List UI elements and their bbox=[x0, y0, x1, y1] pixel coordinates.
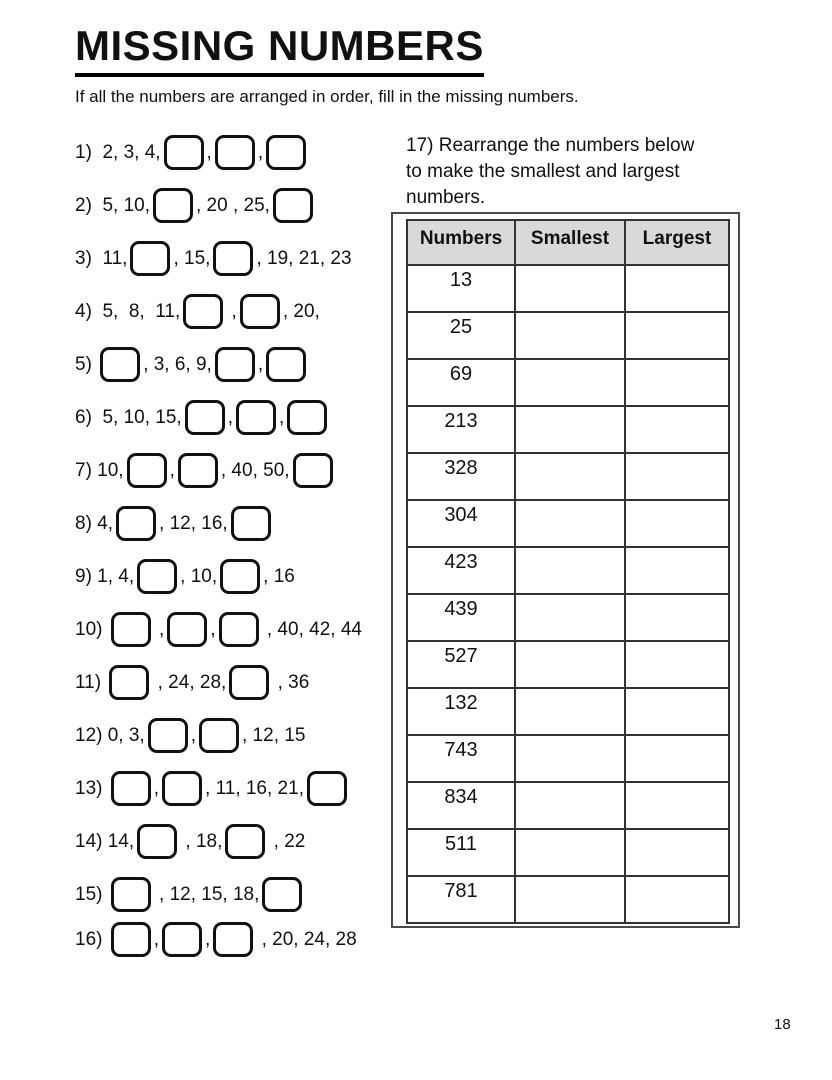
sequence-text: , 15, bbox=[173, 247, 211, 269]
worksheet-instruction: If all the numbers are arranged in order, fill in the missing numbers. bbox=[75, 87, 579, 106]
sequence-text: 9) 1, 4, bbox=[75, 565, 135, 587]
sequence-item-9 bbox=[75, 550, 415, 603]
sequence-text: , 20, bbox=[282, 300, 320, 322]
smallest-cell[interactable] bbox=[515, 876, 625, 923]
instruction-line: to make the smallest and largest bbox=[406, 161, 680, 182]
answer-box[interactable] bbox=[130, 241, 170, 276]
smallest-cell[interactable] bbox=[515, 641, 625, 688]
sequence-text: , bbox=[153, 618, 165, 640]
answer-box[interactable] bbox=[262, 877, 302, 912]
answer-box[interactable] bbox=[162, 922, 202, 957]
answer-box[interactable] bbox=[231, 506, 271, 541]
sequence-text: , 20 , 25, bbox=[196, 194, 270, 216]
answer-box[interactable] bbox=[167, 612, 207, 647]
smallest-cell[interactable] bbox=[515, 829, 625, 876]
answer-box[interactable] bbox=[287, 400, 327, 435]
rearrange-table bbox=[406, 219, 730, 924]
answer-box[interactable] bbox=[137, 559, 177, 594]
smallest-cell[interactable] bbox=[515, 688, 625, 735]
answer-box[interactable] bbox=[178, 453, 218, 488]
table-row bbox=[407, 594, 729, 641]
table-row bbox=[407, 406, 729, 453]
smallest-cell[interactable] bbox=[515, 547, 625, 594]
sequence-text: , bbox=[153, 777, 160, 799]
numbers-cell: 439 bbox=[407, 594, 515, 641]
sequence-text: 10) bbox=[75, 618, 108, 640]
sequence-text: 8) 4, bbox=[75, 512, 114, 534]
answer-box[interactable] bbox=[100, 347, 140, 382]
sequence-text: 11) bbox=[75, 671, 107, 693]
numbers-cell: 304 bbox=[407, 500, 515, 547]
numbers-cell: 69 bbox=[407, 359, 515, 406]
largest-cell[interactable] bbox=[625, 359, 729, 406]
sequence-item-5 bbox=[75, 338, 415, 391]
answer-box[interactable] bbox=[273, 188, 313, 223]
largest-cell[interactable] bbox=[625, 782, 729, 829]
answer-box[interactable] bbox=[236, 400, 276, 435]
answer-box[interactable] bbox=[153, 188, 193, 223]
question-17-instruction bbox=[406, 133, 736, 211]
table-row bbox=[407, 312, 729, 359]
answer-box[interactable] bbox=[266, 135, 306, 170]
sequence-text: 16) bbox=[75, 928, 108, 950]
sequence-text: , 18, bbox=[180, 830, 223, 852]
instruction-line: 17) Rearrange the numbers below bbox=[406, 135, 695, 156]
sequence-item-11 bbox=[75, 656, 415, 709]
sequence-text: , 19, 21, 23 bbox=[256, 247, 352, 269]
answer-box[interactable] bbox=[199, 718, 239, 753]
numbers-cell: 132 bbox=[407, 688, 515, 735]
numbers-cell: 25 bbox=[407, 312, 515, 359]
sequence-item-13 bbox=[75, 762, 415, 815]
answer-box[interactable] bbox=[148, 718, 188, 753]
largest-cell[interactable] bbox=[625, 876, 729, 923]
numbers-cell: 511 bbox=[407, 829, 515, 876]
column-header-smallest: Smallest bbox=[515, 220, 625, 265]
answer-box[interactable] bbox=[266, 347, 306, 382]
answer-box[interactable] bbox=[164, 135, 204, 170]
smallest-cell[interactable] bbox=[515, 453, 625, 500]
sequence-item-16 bbox=[75, 913, 415, 966]
sequence-text: 13) bbox=[75, 777, 108, 799]
largest-cell[interactable] bbox=[625, 500, 729, 547]
smallest-cell[interactable] bbox=[515, 735, 625, 782]
smallest-cell[interactable] bbox=[515, 500, 625, 547]
largest-cell[interactable] bbox=[625, 688, 729, 735]
sequence-text: , 20, 24, 28 bbox=[256, 928, 357, 950]
numbers-cell: 781 bbox=[407, 876, 515, 923]
sequence-item-7 bbox=[75, 444, 415, 497]
answer-box[interactable] bbox=[127, 453, 167, 488]
sequence-text: , bbox=[257, 141, 264, 163]
sequence-text: , bbox=[257, 353, 264, 375]
numbers-cell: 13 bbox=[407, 265, 515, 312]
sequence-text: 14) 14, bbox=[75, 830, 135, 852]
smallest-cell[interactable] bbox=[515, 265, 625, 312]
sequence-text: , 12, 15, 18, bbox=[153, 883, 260, 905]
answer-box[interactable] bbox=[307, 771, 347, 806]
sequence-text: , 16 bbox=[263, 565, 295, 587]
sequence-text: 6) 5, 10, 15, bbox=[75, 406, 182, 428]
table-row bbox=[407, 688, 729, 735]
smallest-cell[interactable] bbox=[515, 359, 625, 406]
sequence-list bbox=[75, 126, 415, 966]
answer-box[interactable] bbox=[137, 824, 177, 859]
numbers-cell: 328 bbox=[407, 453, 515, 500]
answer-box[interactable] bbox=[111, 771, 151, 806]
largest-cell[interactable] bbox=[625, 735, 729, 782]
sequence-text: 7) 10, bbox=[75, 459, 124, 481]
sequence-text: , 22 bbox=[268, 830, 306, 852]
column-header-numbers: Numbers bbox=[407, 220, 515, 265]
largest-cell[interactable] bbox=[625, 829, 729, 876]
numbers-cell: 423 bbox=[407, 547, 515, 594]
largest-cell[interactable] bbox=[625, 547, 729, 594]
table-body bbox=[407, 265, 729, 923]
answer-box[interactable] bbox=[219, 612, 259, 647]
sequence-item-2 bbox=[75, 179, 415, 232]
smallest-cell[interactable] bbox=[515, 782, 625, 829]
sequence-text: , 11, 16, 21, bbox=[205, 777, 304, 799]
sequence-text: , 10, bbox=[180, 565, 218, 587]
sequence-text: , 36 bbox=[272, 671, 310, 693]
sequence-item-8 bbox=[75, 497, 415, 550]
answer-box[interactable] bbox=[183, 294, 223, 329]
answer-box[interactable] bbox=[225, 824, 265, 859]
sequence-text: 15) bbox=[75, 883, 108, 905]
sequence-text: , 12, 16, bbox=[159, 512, 228, 534]
sequence-text: , 12, 15 bbox=[242, 724, 306, 746]
answer-box[interactable] bbox=[215, 347, 255, 382]
table-row bbox=[407, 735, 729, 782]
sequence-text: 1) 2, 3, 4, bbox=[75, 141, 161, 163]
answer-box[interactable] bbox=[293, 453, 333, 488]
largest-cell[interactable] bbox=[625, 594, 729, 641]
answer-box[interactable] bbox=[220, 559, 260, 594]
largest-cell[interactable] bbox=[625, 265, 729, 312]
sequence-text: 2) 5, 10, bbox=[75, 194, 150, 216]
sequence-text: , bbox=[226, 300, 237, 322]
answer-box[interactable] bbox=[116, 506, 156, 541]
sequence-item-12 bbox=[75, 709, 415, 762]
sequence-item-10 bbox=[75, 603, 415, 656]
answer-box[interactable] bbox=[111, 612, 151, 647]
answer-box[interactable] bbox=[111, 877, 151, 912]
answer-box[interactable] bbox=[213, 241, 253, 276]
sequence-text: 3) 11, bbox=[75, 247, 128, 269]
largest-cell[interactable] bbox=[625, 453, 729, 500]
numbers-cell: 527 bbox=[407, 641, 515, 688]
table-row bbox=[407, 359, 729, 406]
table-row bbox=[407, 265, 729, 312]
sequence-text: , bbox=[227, 406, 233, 428]
sequence-text: , bbox=[205, 928, 211, 950]
sequence-text: , bbox=[190, 724, 196, 746]
sequence-item-1 bbox=[75, 126, 415, 179]
sequence-text: , 24, 28, bbox=[152, 671, 227, 693]
table-row bbox=[407, 453, 729, 500]
sequence-item-6 bbox=[75, 391, 415, 444]
instruction-line: numbers. bbox=[406, 187, 486, 208]
sequence-text: , bbox=[206, 141, 212, 163]
largest-cell[interactable] bbox=[625, 312, 729, 359]
sequence-text: , bbox=[210, 618, 216, 640]
smallest-cell[interactable] bbox=[515, 312, 625, 359]
answer-box[interactable] bbox=[185, 400, 225, 435]
sequence-text: 12) 0, 3, bbox=[75, 724, 145, 746]
answer-box[interactable] bbox=[109, 665, 149, 700]
smallest-cell[interactable] bbox=[515, 594, 625, 641]
largest-cell[interactable] bbox=[625, 641, 729, 688]
sequence-item-4 bbox=[75, 285, 415, 338]
sequence-text: , 40, 50, bbox=[220, 459, 290, 481]
column-header-largest: Largest bbox=[625, 220, 729, 265]
sequence-text: , 40, 42, 44 bbox=[261, 618, 362, 640]
table-row bbox=[407, 641, 729, 688]
table-header-row bbox=[407, 220, 729, 265]
numbers-cell: 743 bbox=[407, 735, 515, 782]
sequence-text: , 3, 6, 9, bbox=[143, 353, 212, 375]
answer-box[interactable] bbox=[215, 135, 255, 170]
sequence-item-14 bbox=[75, 815, 415, 868]
answer-box[interactable] bbox=[229, 665, 269, 700]
numbers-cell: 213 bbox=[407, 406, 515, 453]
sequence-text: , bbox=[278, 406, 285, 428]
rearrange-table-outer bbox=[391, 212, 740, 928]
sequence-text: , bbox=[169, 459, 175, 481]
smallest-cell[interactable] bbox=[515, 406, 625, 453]
answer-box[interactable] bbox=[240, 294, 280, 329]
page-title: MISSING NUMBERS bbox=[75, 22, 484, 77]
table-row bbox=[407, 500, 729, 547]
numbers-cell: 834 bbox=[407, 782, 515, 829]
page-number: 18 bbox=[774, 1016, 791, 1033]
table-row bbox=[407, 547, 729, 594]
table-row bbox=[407, 829, 729, 876]
sequence-text: 4) 5, 8, 11, bbox=[75, 300, 181, 322]
answer-box[interactable] bbox=[111, 922, 151, 957]
answer-box[interactable] bbox=[213, 922, 253, 957]
header-row bbox=[407, 220, 729, 265]
table-row bbox=[407, 782, 729, 829]
sequence-item-3 bbox=[75, 232, 415, 285]
answer-box[interactable] bbox=[162, 771, 202, 806]
table-row bbox=[407, 876, 729, 923]
largest-cell[interactable] bbox=[625, 406, 729, 453]
sequence-text: 5) bbox=[75, 353, 98, 375]
sequence-text: , bbox=[153, 928, 160, 950]
